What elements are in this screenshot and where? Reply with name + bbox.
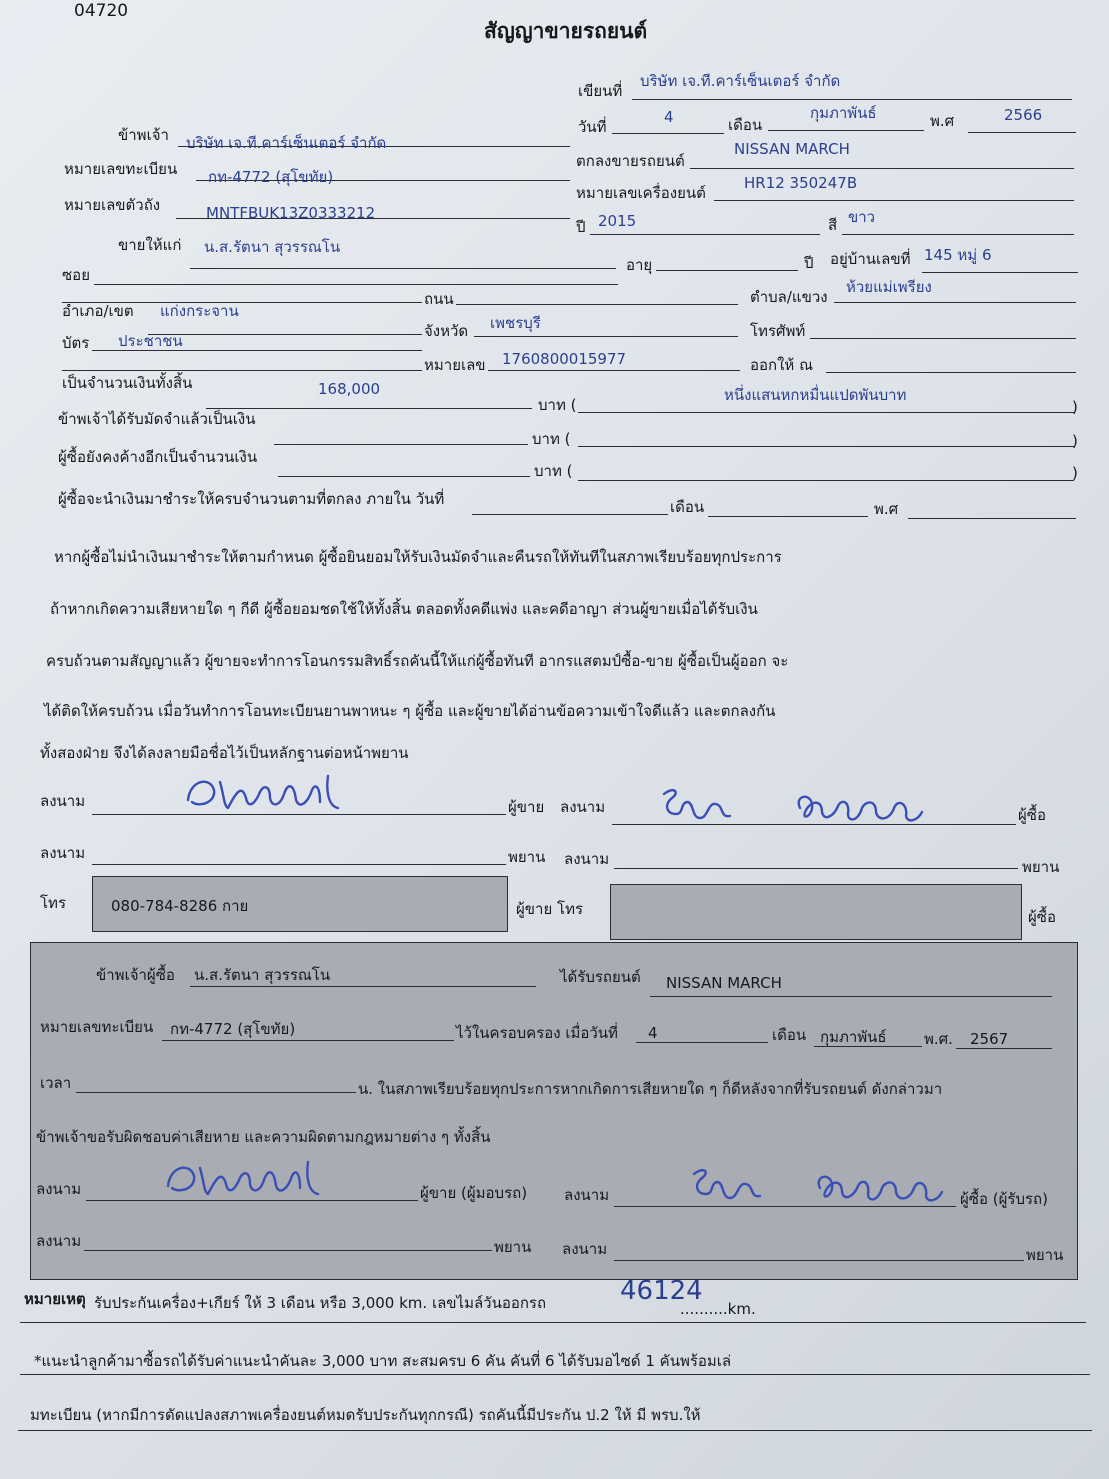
receipt-buyer-role: ผู้ซื้อ (ผู้รับรถ) [960, 1190, 1048, 1208]
witness2-sign-line[interactable] [614, 868, 1018, 869]
receipt-seller-sign-label: ลงนาม [36, 1180, 82, 1198]
receipt-buyer-label: ข้าพเจ้าผู้ซื้อ [96, 966, 175, 984]
day-label: วันที่ [578, 118, 607, 136]
color-line [842, 234, 1074, 235]
receipt-buyer-name[interactable]: น.ส.รัตนา สุวรรณโน [194, 966, 331, 984]
receipt-buyer-signature [680, 1160, 970, 1214]
terms-line-5: ทั้งสองฝ่าย จึงได้ลงลายมือชื่อไว้เป็นหลักฐานต่อหน้าพยาน [40, 744, 409, 762]
receipt-day[interactable]: 4 [648, 1024, 658, 1042]
receipt-witness2-sign-line[interactable] [614, 1260, 1024, 1261]
witness1-sign-line[interactable] [92, 864, 506, 865]
receipt-reg-no[interactable]: กท-4772 (สุโขทัย) [170, 1020, 296, 1038]
receipt-car-model[interactable]: NISSAN MARCH [666, 974, 782, 992]
witness1-role: พยาน [508, 848, 546, 866]
pay-month-line [708, 516, 868, 517]
i-label: ข้าพเจ้า [118, 126, 169, 144]
pay-day-line [472, 514, 668, 515]
witness2-role: พยาน [1022, 858, 1060, 876]
buyer-signature [650, 778, 950, 834]
car-year-label: ปี [576, 218, 586, 236]
card-type-line [92, 350, 422, 351]
warranty-note: รับประกันเครื่อง+เกียร์ ให้ 3 เดือน หรือ 3,000 km. เลขไมล์วันออกรถ [94, 1294, 547, 1312]
deposit-baht-label: บาท ( [532, 430, 571, 448]
receipt-time-line [76, 1092, 356, 1093]
receipt-received-label: ได้รับรถยนต์ [560, 968, 641, 986]
mileage-value[interactable]: 46124 [620, 1276, 703, 1306]
terms-line-4: ได้ติดให้ครบถ้วน เมื่อวันทำการโอนทะเบียนยานพาหนะ ๆ ผู้ซื้อ และผู้ขายได้อ่านข้อความเข้าใจดีแล้ว และตกลงกัน [44, 702, 776, 720]
remaining-label: ผู้ซื้อยังคงค้างอีกเป็นจำนวนเงิน [58, 448, 258, 466]
pay-within-label: ผู้ซื้อจะนำเงินมาชำระให้ครบจำนวนตามที่ตกลง ภายใน วันที่ [58, 490, 445, 508]
receipt-seller-signature [160, 1150, 330, 1206]
receipt-car-line [650, 996, 1052, 997]
receipt-witness2-sign-label: ลงนาม [562, 1240, 608, 1258]
month-value[interactable]: กุมภาพันธ์ [810, 104, 877, 122]
car-model-line [690, 168, 1074, 169]
year-be-value[interactable]: 2566 [1004, 106, 1043, 124]
card-no-label: หมายเลข [424, 356, 486, 374]
note-line-1 [20, 1322, 1086, 1323]
address-line [922, 272, 1078, 273]
receipt-possession-label: ไว้ในครอบครอง เมื่อวันที่ [456, 1024, 618, 1042]
receipt-month[interactable]: กุมภาพันธ์ [820, 1028, 887, 1046]
pay-month-label: เดือน [670, 498, 705, 516]
remaining-amount-line [278, 476, 530, 477]
soi-line [94, 284, 618, 285]
receipt-witness2-role: พยาน [1026, 1246, 1064, 1264]
province-value[interactable]: เพชรบุรี [490, 314, 541, 332]
receipt-seller-role: ผู้ขาย (ผู้มอบรถ) [420, 1184, 528, 1202]
referral-note: *แนะนำลูกค้ามาซื้อรถได้รับค่าแนะนำคันละ 3,000 บาท สะสมครบ 6 คัน คันที่ 6 ได้รับมอไซด์ 1 คันพร้อมเล่ [34, 1352, 732, 1370]
province-line [474, 336, 738, 337]
card-no-line [488, 370, 740, 371]
phone-label: โทรศัพท์ [750, 322, 806, 340]
address-label: อยู่บ้านเลขที่ [830, 250, 911, 268]
receipt-witness1-sign-label: ลงนาม [36, 1232, 82, 1250]
receipt-reg-line [162, 1040, 454, 1041]
years-label: ปี [804, 254, 814, 272]
buyer-name-value[interactable]: น.ส.รัตนา สุวรรณโน [204, 238, 341, 256]
receipt-witness1-sign-line[interactable] [84, 1250, 492, 1251]
pay-year-line [908, 518, 1076, 519]
seller-phone-box[interactable] [92, 876, 508, 932]
receipt-day-line [636, 1042, 768, 1043]
subdistrict-value[interactable]: ห้วยแม่เพรียง [846, 278, 932, 296]
card-line-2 [62, 370, 422, 371]
card-no-value[interactable]: 1760800015977 [502, 350, 627, 368]
receipt-buyer-sign-label: ลงนาม [564, 1186, 610, 1204]
receipt-year-line [956, 1048, 1052, 1049]
reg-no-value[interactable]: กท-4772 (สุโขทัย) [208, 168, 334, 186]
house-no-value[interactable]: 145 หมู่ 6 [924, 246, 992, 264]
receipt-buyer-line [190, 986, 536, 987]
age-label: อายุ [626, 256, 653, 274]
district-value[interactable]: แก่งกระจาน [160, 302, 239, 320]
seller-sign-label: ลงนาม [40, 792, 86, 810]
receipt-witness1-role: พยาน [494, 1238, 532, 1256]
issued-at-line [826, 372, 1076, 373]
district-line [148, 334, 422, 335]
witness1-sign-label: ลงนาม [40, 844, 86, 862]
car-model-value[interactable]: NISSAN MARCH [734, 140, 850, 158]
phone-line [810, 338, 1076, 339]
seller-sign-role: ผู้ขาย [508, 798, 545, 816]
remark-label: หมายเหตุ [24, 1290, 86, 1308]
deposit-words-line [578, 446, 1074, 447]
soi-label: ซอย [62, 266, 90, 284]
receipt-month-line [814, 1046, 922, 1047]
agree-sell-label: ตกลงขายรถยนต์ [576, 152, 685, 170]
district-label: อำเภอ/เขต [62, 302, 134, 320]
total-label: เป็นจำนวนเงินทั้งสิ้น [62, 374, 193, 392]
buyer-phone-box[interactable] [610, 884, 1022, 940]
km-unit: ..........km. [680, 1300, 756, 1318]
written-at-value[interactable]: บริษัท เจ.ที.คาร์เซ็นเตอร์ จำกัด [640, 72, 841, 90]
written-at-label: เขียนที่ [578, 82, 623, 100]
car-year-value[interactable]: 2015 [598, 212, 637, 230]
terms-line-3: ครบถ้วนตามสัญญาแล้ว ผู้ขายจะทำการโอนกรรมสิทธิ์รถคันนี้ให้แก่ผู้ซื้อทันที อากรแสตมป์ซื้อ-ขาย ผู้ซื้อเป็นผู้ออก จะ [46, 652, 789, 670]
deposit-amount-line [274, 444, 528, 445]
road-line [456, 304, 738, 305]
issued-at-label: ออกให้ ณ [750, 356, 813, 374]
car-year-line [590, 234, 820, 235]
seller-signature [180, 762, 360, 822]
receipt-box [30, 942, 1078, 1280]
total-amount-line [206, 408, 532, 409]
witness2-sign-label: ลงนาม [564, 850, 610, 868]
note-line-3 [18, 1430, 1092, 1431]
subdistrict-label: ตำบล/แขวง [750, 288, 828, 306]
receipt-liability-text: ข้าพเจ้าขอรับผิดชอบค่าเสียหาย และความผิดตามกฎหมายต่าง ๆ ทั้งสิ้น [36, 1128, 491, 1146]
province-label: จังหวัด [424, 322, 469, 340]
day-value[interactable]: 4 [664, 108, 674, 126]
sell-to-label: ขายให้แก่ [118, 236, 182, 254]
written-at-line [632, 99, 1072, 100]
document-number: 04720 [74, 1, 129, 21]
engine-no-value[interactable]: HR12 350247B [744, 174, 858, 192]
engine-no-line [714, 200, 1074, 201]
buyer-sign-role: ผู้ซื้อ [1018, 806, 1046, 824]
day-line [612, 133, 724, 134]
buyer-name-line [190, 268, 616, 269]
seller-phone-value: 080-784-8286 กาย [111, 897, 249, 915]
card-type-value[interactable]: ประชาชน [118, 332, 183, 350]
year-be-line [968, 132, 1076, 133]
seller-tel-label: ผู้ขาย โทร [516, 900, 584, 918]
tel-label: โทร [40, 894, 67, 912]
terms-line-1: หากผู้ซื้อไม่นำเงินมาชำระให้ตามกำหนด ผู้ซื้อยินยอมให้รับเงินมัดจำและคืนรถให้ทันทีในสภาพเรียบร้อยทุกประการ [54, 548, 782, 566]
pay-year-label: พ.ศ [874, 500, 899, 518]
remaining-words-line [578, 480, 1074, 481]
note-line-2 [20, 1374, 1090, 1375]
age-line [656, 270, 798, 271]
chassis-no-label: หมายเลขตัวถัง [64, 196, 161, 214]
receipt-time-label: เวลา [40, 1074, 72, 1092]
document-title: สัญญาขายรถยนต์ [484, 19, 648, 43]
road-label: ถนน [424, 290, 454, 308]
color-label: สี [828, 216, 838, 234]
buyer-sign-label: ลงนาม [560, 798, 606, 816]
receipt-condition-text: น. ในสภาพเรียบร้อยทุกประการหากเกิดการเสียหายใด ๆ ก็ดีหลังจากที่รับรถยนต์ ดังกล่าวมา [358, 1080, 943, 1098]
receipt-reg-label: หมายเลขทะเบียน [40, 1018, 154, 1036]
terms-line-2: ถ้าหากเกิดความเสียหายใด ๆ กีดี ผู้ซื้อยอมชดใช้ให้ทั้งสิ้น ตลอดทั้งคดีแพ่ง และคดีอาญา ส่วนผู้ขายเมื่อได้รับเงิน [50, 600, 758, 618]
receipt-month-label: เดือน [772, 1026, 807, 1044]
subdistrict-line [834, 302, 1076, 303]
engine-no-label: หมายเลขเครื่องยนต์ [576, 184, 706, 202]
total-close-paren: ) [1072, 398, 1078, 416]
receipt-year-label: พ.ศ. [924, 1030, 953, 1048]
year-be-label: พ.ศ [930, 112, 955, 130]
month-line [768, 130, 924, 131]
buyer-tel-role: ผู้ซื้อ [1028, 908, 1056, 926]
month-label: เดือน [728, 116, 763, 134]
total-words-value[interactable]: หนึ่งแสนหกหมื่นแปดพันบาท [724, 386, 907, 404]
color-value[interactable]: ขาว [848, 208, 876, 226]
registration-note: มทะเบียน (หากมีการดัดแปลงสภาพเครื่องยนต์หมดรับประกันทุกกรณี) รถคันนี้มีประกัน ป.2 ให้ มี พรบ.ให้ [30, 1406, 701, 1424]
total-amount-value[interactable]: 168,000 [318, 380, 381, 398]
remaining-baht-label: บาท ( [534, 462, 573, 480]
total-baht-label: บาท ( [538, 396, 577, 414]
chassis-no-value[interactable]: MNTFBUK13Z0333212 [206, 204, 376, 222]
deposit-label: ข้าพเจ้าได้รับมัดจำแล้วเป็นเงิน [58, 410, 256, 428]
remaining-close-paren: ) [1072, 464, 1078, 482]
seller-name-value[interactable]: บริษัท เจ.ที.คาร์เซ็นเตอร์ จำกัด [186, 134, 387, 152]
receipt-year[interactable]: 2567 [970, 1030, 1009, 1048]
reg-no-label: หมายเลขทะเบียน [64, 160, 178, 178]
deposit-close-paren: ) [1072, 432, 1078, 450]
card-label: บัตร [62, 334, 90, 352]
total-words-line [578, 412, 1074, 413]
